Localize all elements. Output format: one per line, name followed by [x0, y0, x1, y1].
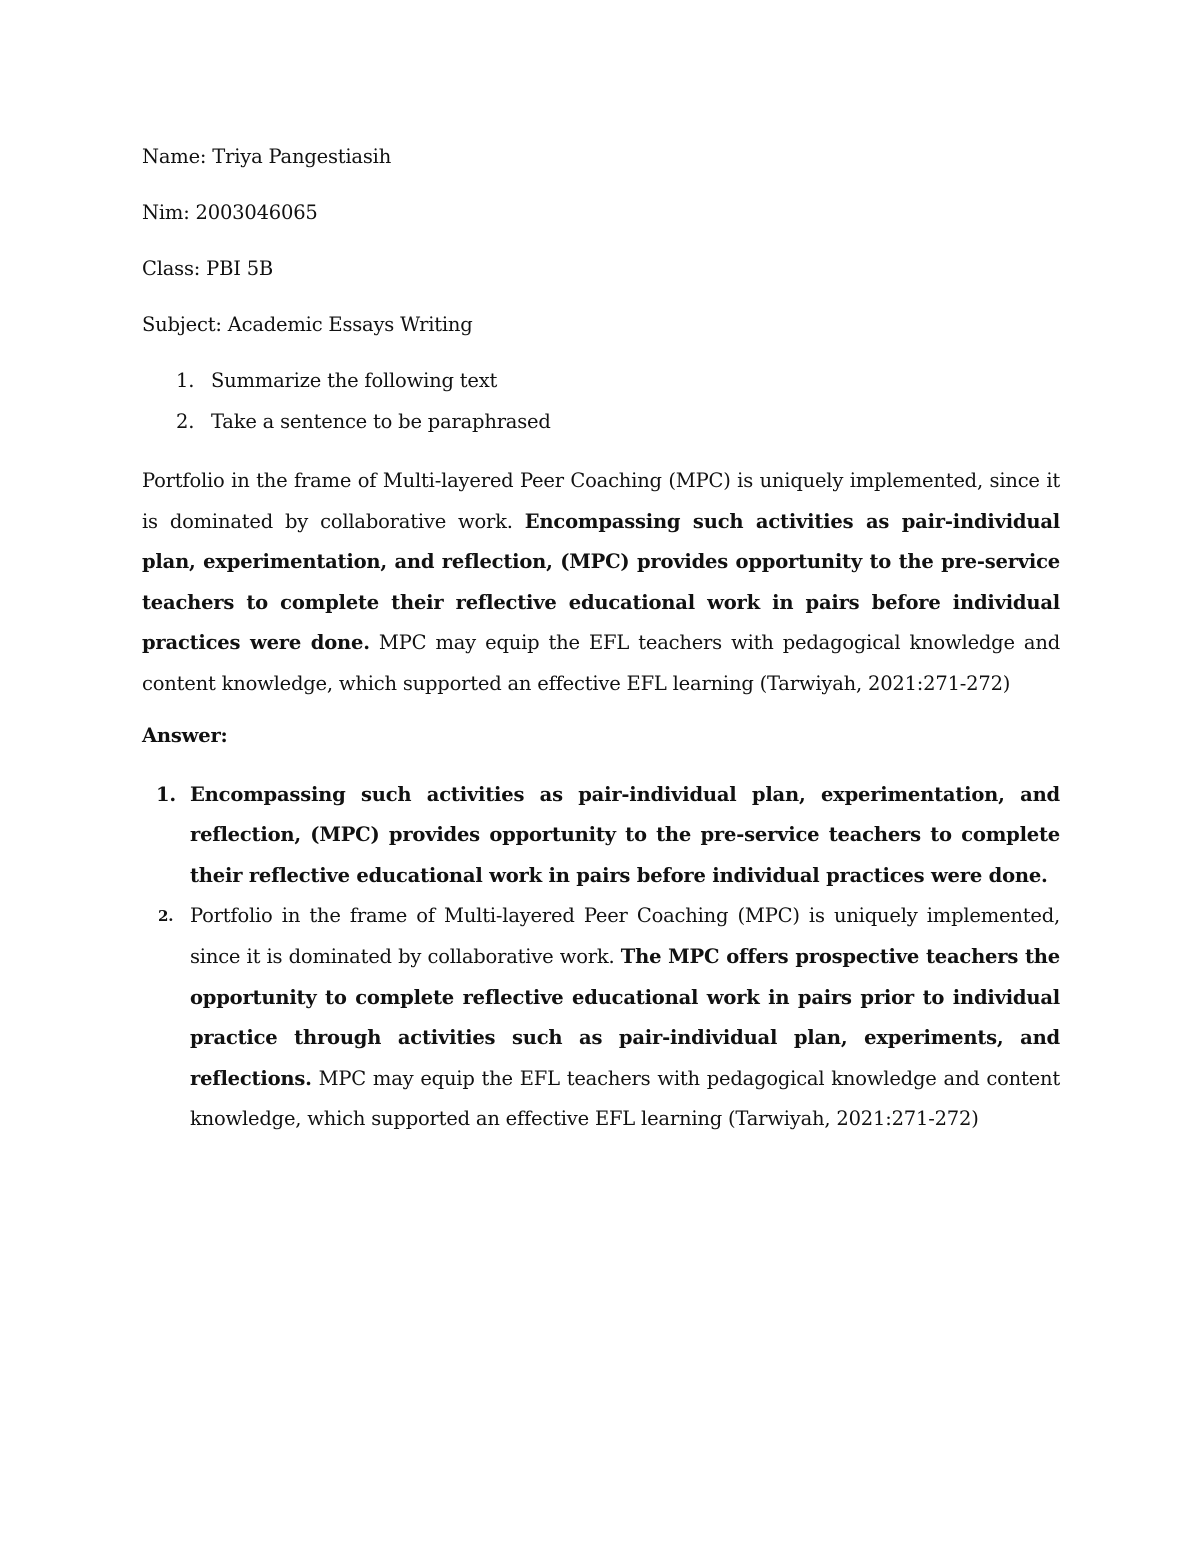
source-intro: Portfolio in the frame of Multi-layered Peer Coaching (MPC) is uniquely implemented, since it is dominated by collaborative work.	[142, 469, 1060, 533]
answer-label: Answer:	[142, 723, 228, 747]
answer-summary: Encompassing such activities as pair-individual plan, experimentation, and reflection, (MPC) provides opportunity to the pre-service teachers to complete their reflective educational work in pairs before individual practices were done.	[190, 782, 1060, 887]
task-item	[142, 405, 1060, 461]
answer-item	[142, 775, 1060, 897]
task-item	[142, 364, 1060, 405]
task-text: Take a sentence to be paraphrased	[211, 410, 551, 433]
source-paragraph	[142, 461, 1060, 705]
answer-intro: Portfolio in the frame of Multi-layered Peer Coaching (MPC) is uniquely implemented, since it is dominated by collaborative work.	[190, 904, 1060, 968]
student-name: Name: Triya Pangestiasih	[142, 145, 392, 168]
student-class: Class: PBI 5B	[142, 257, 274, 280]
answer-number: 1.	[156, 782, 176, 806]
task-text: Summarize the following text	[211, 369, 498, 392]
answer-item	[142, 896, 1060, 1140]
answer-paraphrase: The MPC offers prospective teachers the opportunity to complete reflective educational work in pairs prior to individual practice through activities such as pair-individual plan, experiments, and reflections.	[190, 944, 1060, 1090]
task-list	[142, 364, 1060, 461]
answer-list	[142, 775, 1060, 1140]
student-nim: Nim: 2003046065	[142, 201, 318, 224]
answer-number: 2.	[158, 907, 174, 926]
source-bold-sentence: Encompassing such activities as pair-individual plan, experimentation, and reflection, (MPC) provides opportunity to the pre-service teachers to complete their reflective educational work in pairs before individual practices were done.	[142, 509, 1060, 655]
subject: Subject: Academic Essays Writing	[142, 313, 473, 336]
task-number: 1.	[176, 369, 195, 392]
task-number: 2.	[176, 410, 195, 433]
answer-outro: MPC may equip the EFL teachers with pedagogical knowledge and content knowledge, which supported an effective EFL learning (Tarwiyah, 2021:271-272)	[190, 1066, 1060, 1131]
source-outro: MPC may equip the EFL teachers with pedagogical knowledge and content knowledge, which supported an effective EFL learning (Tarwiyah, 2021:271-272)	[142, 631, 1060, 695]
document-body	[142, 140, 1060, 1140]
